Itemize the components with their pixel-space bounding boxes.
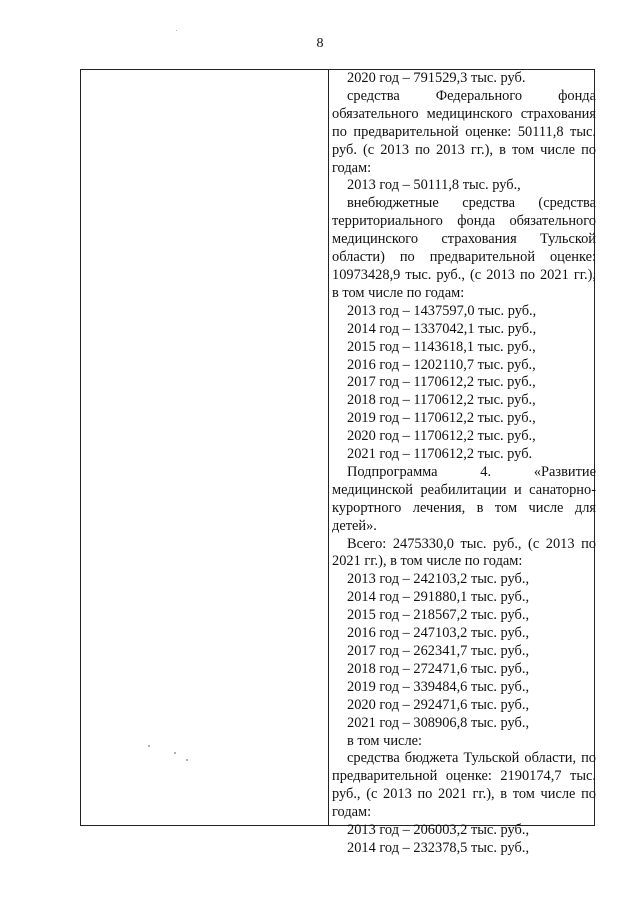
text-paragraph: 2020 год – 791529,3 тыс. руб. — [347, 70, 526, 86]
scan-speck — [174, 752, 176, 754]
text-paragraph: Подпрограмма 4. «Развитие медицинской реабилитации и санаторно-курортного лечения, в том числе для детей». — [332, 463, 596, 534]
text-paragraph: средства Федерального фонда обязательного медицинского страхования по предварительной оценке: 50111,8 тыс. руб. (с 2013 по 2013 гг.), в том числе по годам: — [332, 87, 596, 176]
text-paragraph: 2021 год – 1170612,2 тыс. руб. — [347, 446, 533, 463]
text-paragraph: средства бюджета Тульской области, по предварительной оценке: 2190174,7 тыс. руб., (с 2013 по 2021 гг.), в том числе по годам: — [332, 750, 596, 821]
text-paragraph: 2020 год – 1170612,2 тыс. руб., — [347, 428, 536, 445]
text-paragraph: 2021 год – 308906,8 тыс. руб., — [347, 714, 530, 731]
text-paragraph: 2018 год – 1170612,2 тыс. руб., — [347, 392, 536, 409]
text-paragraph: 2014 год – 291880,1 тыс. руб., — [347, 589, 530, 606]
text-paragraph: 2019 год – 1170612,2 тыс. руб., — [347, 410, 536, 427]
table-right-cell — [329, 70, 596, 856]
page-number: 8 — [316, 36, 324, 51]
scan-speck — [186, 759, 188, 761]
text-paragraph: 2017 год – 262341,7 тыс. руб., — [347, 643, 530, 659]
text-paragraph: 2014 год – 1337042,1 тыс. руб., — [347, 320, 537, 337]
text-paragraph: 2013 год – 206003,2 тыс. руб., — [347, 822, 530, 839]
text-paragraph: 2013 год – 242103,2 тыс. руб., — [347, 571, 530, 588]
text-paragraph: 2016 год – 1202110,7 тыс. руб., — [347, 356, 536, 373]
text-paragraph: 2017 год – 1170612,2 тыс. руб., — [347, 374, 536, 391]
text-paragraph: 2016 год – 247103,2 тыс. руб., — [347, 625, 530, 642]
text-paragraph: 2013 год – 50111,8 тыс. руб., — [347, 177, 521, 194]
text-paragraph: 2014 год – 232378,5 тыс. руб., — [347, 839, 530, 856]
text-paragraph: 2020 год – 292471,6 тыс. руб., — [347, 696, 530, 713]
text-paragraph: внебюджетные средства (средства территориального фонда обязательного медицинского страхования Тульской области) по предварительной оценке: 10973428,9 тыс. руб., (с 2013 по 2021 гг.), в том числе по годам: — [332, 195, 596, 301]
scan-speck — [176, 30, 177, 31]
text-paragraph: 2013 год – 1437597,0 тыс. руб., — [347, 302, 537, 319]
text-paragraph: 2015 год – 1143618,1 тыс. руб., — [347, 338, 536, 355]
text-paragraph: Всего: 2475330,0 тыс. руб., (с 2013 по 2021 гг.), в том числе по годам: — [332, 535, 596, 570]
text-paragraph: 2018 год – 272471,6 тыс. руб., — [347, 660, 530, 677]
scan-speck — [148, 745, 150, 747]
text-paragraph: в том числе: — [347, 732, 423, 749]
text-paragraph: 2015 год – 218567,2 тыс. руб., — [347, 607, 530, 624]
program-table — [80, 69, 596, 856]
text-paragraph: 2019 год – 339484,6 тыс. руб., — [347, 678, 530, 695]
